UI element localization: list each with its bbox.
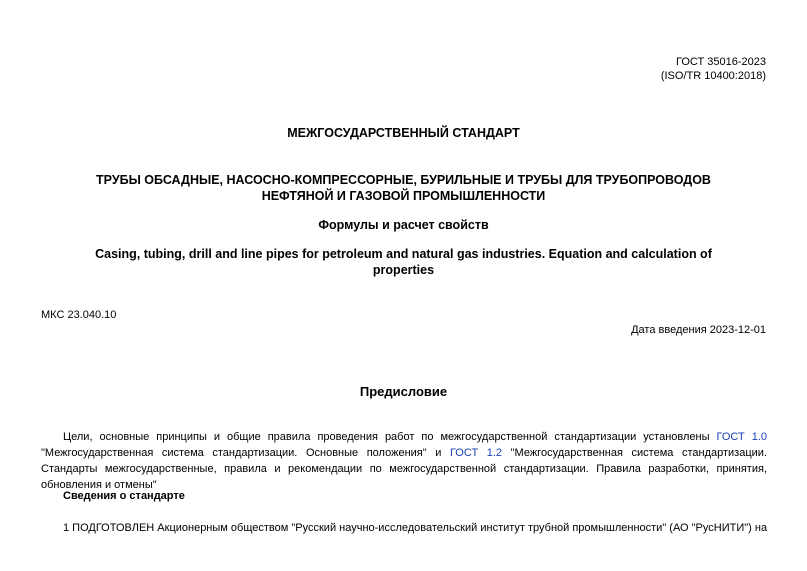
- preface-text-start: Цели, основные принципы и общие правила проведения работ по межгосударственной стандартизации установлены: [63, 431, 717, 443]
- iso-reference: (ISO/TR 10400:2018): [660, 70, 766, 82]
- prepared-by-paragraph: 1 ПОДГОТОВЛЕН Акционерным обществом "Русский научно-исследовательский институт трубной промышленности" (АО "РусНИТИ") на: [63, 522, 768, 534]
- document-code: [661, 55, 766, 83]
- preface-paragraph: [41, 429, 767, 493]
- standard-type-heading: МЕЖГОСУДАРСТВЕННЫЙ СТАНДАРТ: [287, 126, 520, 140]
- introduction-date: Дата введения 2023-12-01: [631, 324, 766, 336]
- english-title-line-2: properties: [372, 263, 435, 277]
- title-line-1: ТРУБЫ ОБСАДНЫЕ, НАСОСНО-КОМПРЕССОРНЫЕ, БУРИЛЬНЫЕ И ТРУБЫ ДЛЯ ТРУБОПРОВОДОВ: [96, 173, 711, 187]
- gost-number: ГОСТ 35016-2023: [676, 56, 766, 68]
- english-title: [40, 246, 767, 278]
- preface-text-mid: "Межгосударственная система стандартизации. Основные положения" и: [41, 447, 450, 459]
- preface-text-end: "Межгосударственная система стандартизации. Стандарты межгосударственные, правила и рекомендации по межгосударственной стандартизации. Правила разработки, принятия, обновления и отмены": [41, 447, 767, 491]
- gost-1-0-link[interactable]: ГОСТ 1.0: [716, 431, 767, 443]
- preface-heading: Предисловие: [359, 384, 448, 399]
- english-title-line-1: Casing, tubing, drill and line pipes for petroleum and natural gas industries. Equation and calculation of: [95, 247, 712, 261]
- document-title: [40, 172, 767, 204]
- mks-code: МКС 23.040.10: [41, 309, 117, 321]
- standard-info-heading: Сведения о стандарте: [63, 490, 185, 502]
- title-line-2: НЕФТЯНОЙ И ГАЗОВОЙ ПРОМЫШЛЕННОСТИ: [261, 189, 546, 203]
- gost-1-2-link[interactable]: ГОСТ 1.2: [449, 447, 503, 459]
- document-subtitle: Формулы и расчет свойств: [318, 218, 489, 232]
